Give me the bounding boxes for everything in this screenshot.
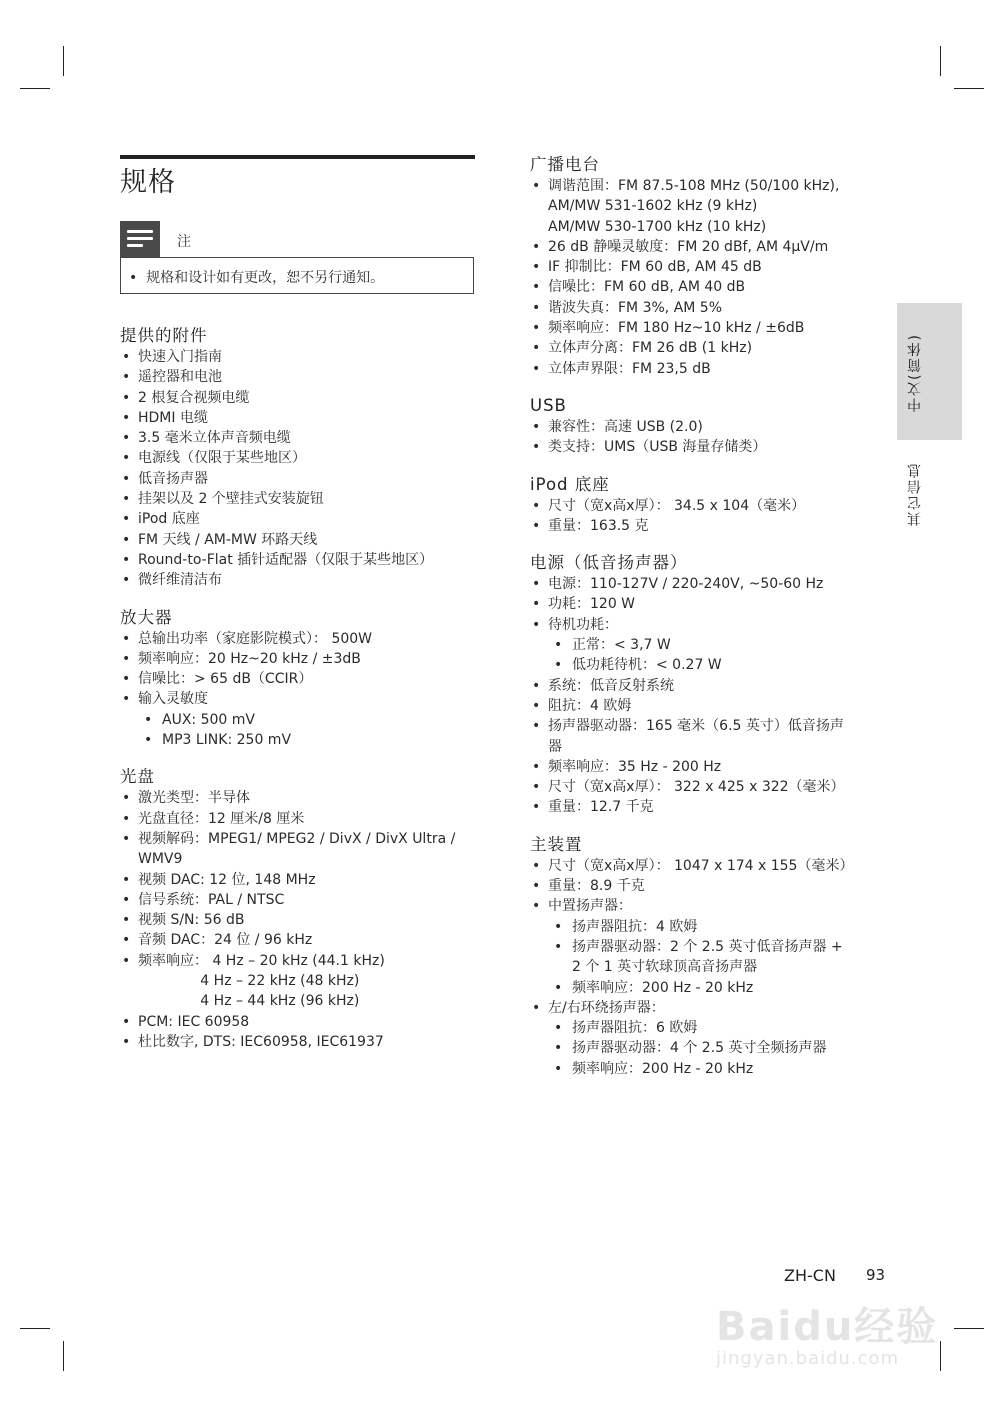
spec-item [530,856,880,876]
spec-text: 2 根复合视频电缆 [138,389,250,406]
spec-list [120,788,480,1052]
spec-item [120,1012,480,1032]
spec-text: 立体声界限：FM 23,5 dB [548,360,711,377]
spec-text: 低功耗待机：< 0.27 W [572,657,722,674]
spec-item [120,347,480,367]
spec-text: 音频 DAC：24 位 / 96 kHz [138,932,313,949]
spec-item [120,788,480,808]
spec-text: 视频 S/N: 56 dB [138,912,245,929]
spec-text: 扬声器阻抗：6 欧姆 [572,1020,698,1037]
spec-item [120,1032,480,1052]
spec-text: MP3 LINK: 250 mV [162,732,292,749]
spec-subitem [530,917,880,937]
spec-item [120,649,480,669]
spec-item [530,257,880,277]
spec-list [530,856,880,1079]
spec-text-continuation: AM/MW 530-1700 kHz (10 kHz) [548,218,767,235]
spec-text: HDMI 电缆 [138,409,208,426]
spec-item [120,910,480,930]
spec-item [120,689,480,709]
spec-text: AUX: 500 mV [162,711,255,728]
side-tab-active[interactable] [897,303,962,440]
spec-text: 重量：163.5 克 [548,517,649,534]
spec-item [530,615,880,635]
spec-item [530,417,880,437]
left-column [120,325,480,1052]
section-heading: 广播电台 [530,155,600,174]
spec-text: 系统：低音反射系统 [548,677,674,694]
spec-item [530,676,880,696]
spec-subitem [530,1018,880,1038]
spec-text: 类支持：UMS（USB 海量存储类） [548,439,767,456]
page-title: 规格 [120,167,176,198]
spec-text: 待机功耗： [548,616,618,633]
spec-item [120,829,480,870]
spec-text-continuation: AM/MW 531-1602 kHz (9 kHz) [548,198,758,215]
spec-item [120,388,480,408]
spec-item [530,298,880,318]
spec-text: 3.5 毫米立体声音频电缆 [138,430,291,447]
spec-item [530,496,880,516]
watermark-logo: Baidu经验 [716,1304,939,1350]
spec-text: 阻抗：4 欧姆 [548,697,632,714]
spec-list [530,417,880,458]
spec-text: 尺寸（宽x高x厚）： 322 x 425 x 322（毫米） [548,779,845,796]
spec-text: 扬声器阻抗：4 欧姆 [572,918,698,935]
spec-text: 信噪比：FM 60 dB, AM 40 dB [548,279,746,296]
spec-text-continuation: WMV9 [138,851,183,868]
crop-mark [63,46,64,76]
spec-text-continuation: 器 [548,738,562,755]
spec-item [120,669,480,689]
spec-text: 调谐范围：FM 87.5-108 MHz (50/100 kHz), [548,178,840,194]
spec-item [120,629,480,649]
spec-text: 正常：< 3,7 W [572,637,671,654]
spec-text-continuation: 4 Hz – 22 kHz (48 kHz) [138,973,360,990]
spec-text: 重量：8.9 千克 [548,878,645,895]
note-body [120,257,474,294]
crop-mark [954,88,984,89]
spec-text: 中置扬声器： [548,898,632,915]
spec-text: 总输出功率（家庭影院模式）： 500W [138,630,373,647]
spec-text: 频率响应：200 Hz - 20 kHz [572,979,754,996]
spec-item [530,318,880,338]
watermark-url: jingyan.baidu.com [716,1348,900,1369]
crop-mark [20,1328,50,1329]
spec-section [530,552,880,818]
spec-item [530,716,880,757]
page-number: 93 [866,1266,886,1284]
spec-text: Round-to-Flat 插针适配器（仅限于某些地区） [138,551,434,568]
spec-item [530,594,880,614]
spec-text: 低音扬声器 [138,470,208,487]
spec-item [530,696,880,716]
spec-text: 微纤维清洁布 [138,572,222,589]
spec-item [530,437,880,457]
spec-text: 兼容性：高速 USB (2.0) [548,418,703,435]
spec-text: 左/右环绕扬声器： [548,999,665,1016]
side-tab-label: 中文(简体) [907,333,923,412]
footer-language: ZH-CN [784,1266,836,1285]
spec-text: 挂架以及 2 个壁挂式安装旋钮 [138,491,324,508]
note-label: 注 [177,234,191,250]
spec-item [120,448,480,468]
spec-list [120,347,480,591]
spec-subitem [530,655,880,675]
spec-section [120,607,480,751]
spec-text: 激光类型：半导体 [138,790,250,807]
spec-subitem [530,937,880,978]
spec-text: 频率响应：200 Hz - 20 kHz [572,1060,754,1077]
spec-item [530,797,880,817]
spec-text: 26 dB 静噪灵敏度：FM 20 dBf, AM 4μV/m [548,238,829,255]
spec-item [530,574,880,594]
spec-text: 扬声器驱动器：4 个 2.5 英寸全频扬声器 [572,1040,827,1057]
spec-text: 杜比数字, DTS: IEC60958, IEC61937 [138,1033,384,1050]
spec-text: 尺寸（宽x高x厚）： 34.5 x 104（毫米） [548,497,806,514]
spec-text: 频率响应：FM 180 Hz~10 kHz / ±6dB [548,320,805,337]
spec-text: 视频解码：MPEG1/ MPEG2 / DivX / DivX Ultra / [138,830,456,847]
spec-subitem [530,1038,880,1058]
spec-section [530,834,880,1079]
spec-item [120,951,480,1012]
spec-section [530,154,880,379]
spec-text: 立体声分离：FM 26 dB (1 kHz) [548,340,753,357]
crop-mark [940,1341,941,1371]
note-icon [120,221,160,257]
section-heading: 放大器 [120,607,173,627]
spec-section [530,474,880,537]
spec-item [120,570,480,590]
spec-item [530,516,880,536]
spec-text: 扬声器驱动器：2 个 2.5 英寸低音扬声器 + [572,938,843,955]
spec-item [530,359,880,379]
spec-text: FM 天线 / AM-MW 环路天线 [138,531,318,548]
spec-section [530,395,880,458]
spec-list [120,629,480,751]
spec-subitem [530,1059,880,1079]
spec-text: 信噪比：> 65 dB（CCIR） [138,671,313,688]
spec-text: 扬声器驱动器：165 毫米（6.5 英寸）低音扬声 [548,718,844,735]
note-box [120,221,474,294]
spec-subitem [120,710,480,730]
spec-item [120,367,480,387]
spec-subitem [530,978,880,998]
section-heading: 主装置 [530,834,583,854]
spec-text: 重量：12.7 千克 [548,799,654,816]
spec-text: 频率响应：35 Hz - 200 Hz [548,758,722,775]
spec-item [120,930,480,950]
spec-text: 光盘直径：12 厘米/8 厘米 [138,810,305,827]
spec-text: 频率响应： 4 Hz – 20 kHz (44.1 kHz) [138,952,385,969]
spec-list [530,496,880,537]
spec-item [530,876,880,896]
spec-text: iPod 底座 [138,511,200,528]
spec-text: 电源：110-127V / 220-240V, ~50-60 Hz [548,576,824,593]
section-heading: 提供的附件 [120,326,208,345]
spec-text: PCM: IEC 60958 [138,1013,250,1030]
crop-mark [940,46,941,76]
spec-text: 频率响应：20 Hz~20 kHz / ±3dB [138,650,361,667]
right-column [530,154,880,1079]
spec-item [530,277,880,297]
spec-text: 快速入门指南 [138,349,222,365]
spec-item [120,509,480,529]
spec-text: 尺寸（宽x高x厚）： 1047 x 174 x 155（毫米） [548,857,854,874]
crop-mark [20,88,50,89]
spec-text: 遥控器和电池 [138,369,222,386]
spec-list [530,176,880,379]
spec-item [530,998,880,1018]
spec-subitem [530,635,880,655]
spec-item [120,530,480,550]
spec-text: 视频 DAC: 12 位, 148 MHz [138,871,316,888]
spec-text: 功耗：120 W [548,596,636,613]
spec-item [120,809,480,829]
spec-text: 输入灵敏度 [138,691,208,708]
section-heading: USB [530,395,567,415]
spec-text: 谐波失真：FM 3%, AM 5% [548,299,723,316]
crop-mark [954,1328,984,1329]
spec-text: IF 抑制比：FM 60 dB, AM 45 dB [548,259,762,276]
section-heading: iPod 底座 [530,474,610,494]
spec-item [530,338,880,358]
spec-subitem [120,730,480,750]
spec-item [120,428,480,448]
spec-item [530,757,880,777]
crop-mark [63,1341,64,1371]
spec-list [530,574,880,818]
spec-text: 电源线（仅限于某些地区） [138,450,306,467]
spec-text-continuation: 2 个 1 英寸软球顶高音扬声器 [572,959,758,976]
spec-item [120,890,480,910]
spec-item [530,777,880,797]
spec-item [120,408,480,428]
section-heading: 光盘 [120,767,155,787]
spec-text: 信号系统：PAL / NTSC [138,891,285,908]
spec-text-continuation: 4 Hz – 44 kHz (96 kHz) [138,993,360,1010]
spec-item [120,469,480,489]
spec-item [530,237,880,257]
spec-section [120,766,480,1052]
spec-item [120,550,480,570]
spec-item [120,489,480,509]
note-text: • 规格和设计如有更改，恕不另行通知。 [129,270,385,286]
spec-section [120,325,480,591]
title-rule [120,155,475,159]
section-heading: 电源（低音扬声器） [530,553,688,573]
spec-item [530,176,880,237]
side-section-label: 其它信息 [907,462,923,526]
spec-item [120,870,480,890]
spec-item [530,896,880,916]
